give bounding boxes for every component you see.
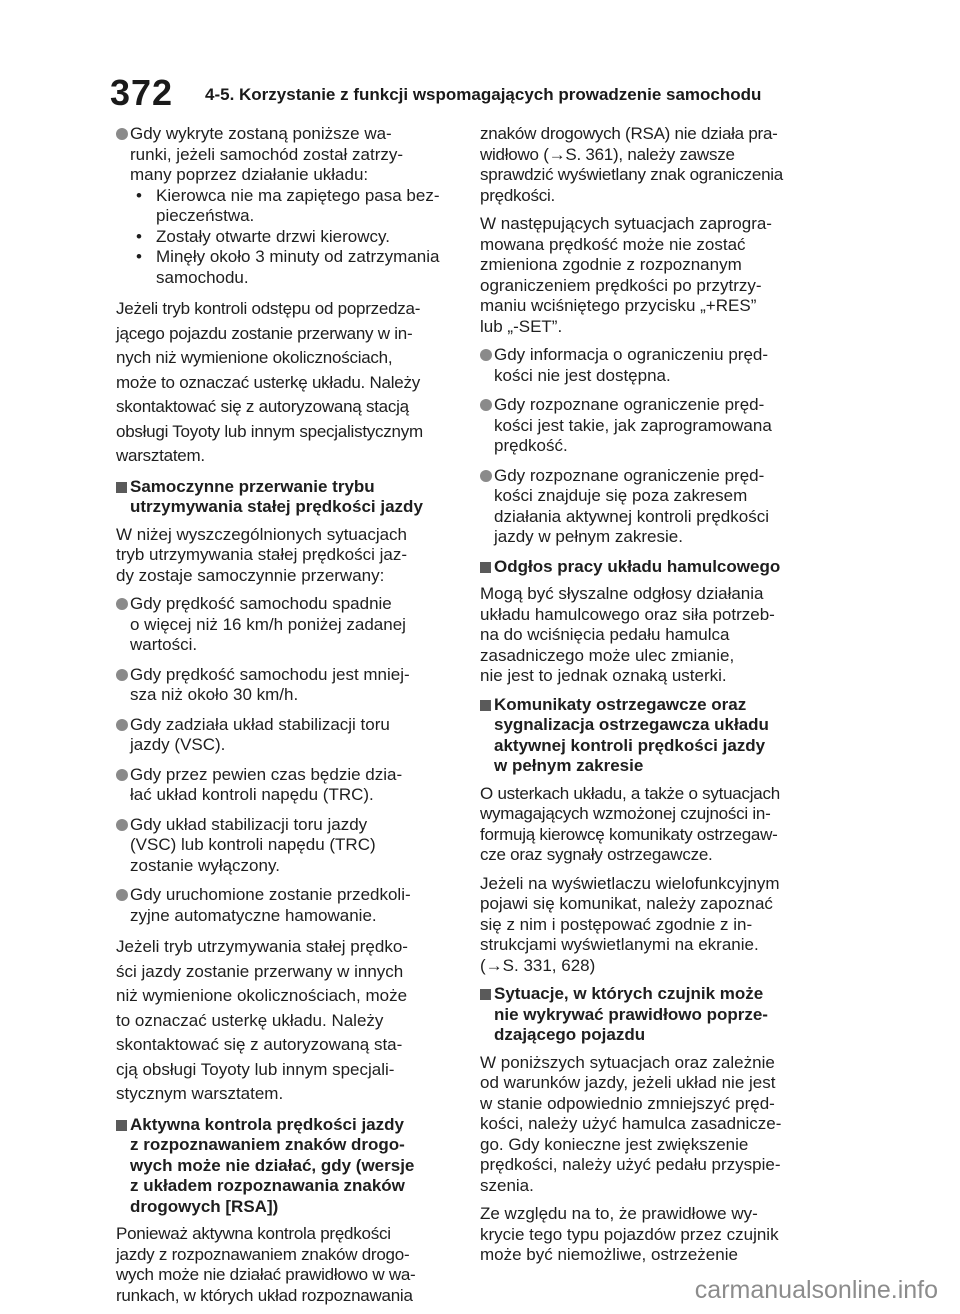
- paragraph: W niżej wyszczególnionych sytuacjach tryb utrzymywania stałej prędkości jaz- dy zostaje samoczynnie przerwany:: [116, 524, 408, 585]
- heading-text: Komunikaty ostrzegawcze oraz sygnalizacja ostrzegawcza układu aktywnej kontroli prędkości jazdy w pełnym zakresie: [494, 694, 769, 775]
- square-bullet-icon: [480, 700, 491, 711]
- bullet-item: [116, 715, 456, 756]
- sub-item-text: Minęły około 3 minuty od zatrzymania samochodu.: [156, 247, 440, 287]
- bullet-text: Gdy układ stabilizacji toru jazdy (VSC) lub kontroli napędu (TRC) zostanie wyłączony.: [130, 814, 376, 875]
- bullet-item: [116, 765, 456, 806]
- heading-text: Samoczynne przerwanie trybu utrzymywania stałej prędkości jazdy: [130, 476, 423, 516]
- paragraph: znaków drogowych (RSA) nie działa pra- widłowo (→S. 361), należy zawsze sprawdzić wyświetlany znak ograniczenia prędkości.: [480, 124, 783, 205]
- paragraph: Jeżeli tryb utrzymywania stałej prędko- ści jazdy zostanie przerwany w innych niż wymienione okolicznościach, może to oznaczać usterkę układu. Należy skontaktować się z autoryzowaną sta- cją obsługi Toyoty lub innym specjali- stycznym warsztatem.: [116, 937, 408, 1103]
- page-header: [110, 70, 830, 120]
- right-column: [480, 124, 820, 1274]
- bullet-item: [116, 885, 456, 926]
- bullet-dot-icon: [116, 598, 128, 610]
- paragraph: W następujących sytuacjach zaprogra- mowana prędkość może nie zostać zmieniona zgodnie z rozpoznanym ograniczeniem prędkości po przytrzy- maniu wciśniętego przycisku „+RES” lub „-SET”.: [480, 214, 772, 336]
- bullet-item: [116, 815, 456, 877]
- sub-bullet-icon: •: [136, 226, 142, 246]
- bullet-text: Gdy zadziała układ stabilizacji toru jazdy (VSC).: [130, 714, 390, 754]
- paragraph: Jeżeli tryb kontroli odstępu od poprzedza- jącego pojazdu zostanie przerwany w in- nych niż wymienione okolicznościach, może to oznaczać usterkę układu. Należy skontaktować się z autoryzowaną stacją obsługi Toyoty lub innym specjalistycznym warsztatem.: [116, 299, 423, 465]
- bullet-item: [480, 466, 820, 548]
- section-heading: [116, 1115, 456, 1218]
- bullet-item: [480, 345, 820, 386]
- bullet-dot-icon: [116, 719, 128, 731]
- bullet-item: [116, 124, 456, 288]
- bullet-dot-icon: [480, 349, 492, 361]
- section-heading: [480, 695, 820, 777]
- square-bullet-icon: [116, 1120, 127, 1131]
- bullet-dot-icon: [116, 669, 128, 681]
- paragraph: Ponieważ aktywna kontrola prędkości jazdy z rozpoznawaniem znaków drogo- wych może nie działać prawidłowo w wa- runkach, w których układ rozpoznawania: [116, 1224, 416, 1305]
- heading-text: Sytuacje, w których czujnik może nie wykrywać prawidłowo poprze- dzającego pojazdu: [494, 984, 768, 1044]
- square-bullet-icon: [480, 989, 491, 1000]
- bullet-dot-icon: [116, 128, 128, 140]
- square-bullet-icon: [480, 562, 491, 573]
- paragraph: W poniższych sytuacjach oraz zależnie od warunków jazdy, jeżeli układ nie jest w stanie odpowiednio zmniejszyć pręd- kości, należy użyć hamulca zasadnicze- go. Gdy konieczne jest zwiększenie prędkości, należy użyć pedału przyspie- szenia.: [480, 1052, 782, 1195]
- bullet-text: Gdy uruchomione zostanie przedkoli- zyjne automatyczne hamowanie.: [130, 885, 411, 925]
- heading-text: Odgłos pracy układu hamulcowego: [494, 556, 781, 576]
- section-title: 4-5. Korzystanie z funkcji wspomagających prowadzenie samochodu: [205, 85, 762, 104]
- watermark: carmanualsonline.info: [694, 1276, 938, 1304]
- paragraph: Jeżeli na wyświetlaczu wielofunkcyjnym pojawi się komunikat, należy zapoznać się z nim i postępować zgodnie z in- strukcjami wyświetlanymi na ekranie. (→S. 331, 628): [480, 873, 780, 975]
- bullet-dot-icon: [480, 399, 492, 411]
- sub-item-text: Kierowca nie ma zapiętego pasa bez- pieczeństwa.: [156, 185, 440, 225]
- paragraph: Mogą być słyszalne odgłosy działania układu hamulcowego oraz siła potrzeb- na do wciśnięcia pedału hamulca zasadniczego może ulec zmianie, nie jest to jednak oznaką usterki.: [480, 584, 775, 685]
- bullet-text: Gdy prędkość samochodu spadnie o więcej niż 16 km/h poniżej zadanej wartości.: [130, 594, 406, 654]
- bullet-item: [116, 665, 456, 706]
- bullet-text: Gdy przez pewien czas będzie dzia- łać układ kontroli napędu (TRC).: [130, 764, 403, 804]
- bullet-text: Gdy rozpoznane ograniczenie pręd- kości jest takie, jak zaprogramowana prędkość.: [494, 395, 772, 455]
- section-heading: [116, 477, 456, 518]
- sub-item: [130, 186, 456, 227]
- paragraph: Ze względu na to, że prawidłowe wy- krycie tego typu pojazdów przez czujnik może być niemożliwe, ostrzeżenie: [480, 1204, 779, 1264]
- sub-item-text: Zostały otwarte drzwi kierowcy.: [156, 226, 390, 246]
- bullet-dot-icon: [116, 819, 128, 831]
- bullet-text: Gdy wykryte zostaną poniższe wa- runki, jeżeli samochód został zatrzy- many poprzez działanie układu:: [130, 124, 404, 184]
- sub-bullet-icon: •: [136, 185, 142, 205]
- bullet-dot-icon: [116, 889, 128, 901]
- bullet-item: [116, 594, 456, 656]
- bullet-item: [480, 395, 820, 457]
- heading-text: Aktywna kontrola prędkości jazdy z rozpoznawaniem znaków drogo- wych może nie działać, gdy (wersje z układem rozpoznawania znaków drogowych [RSA]): [130, 1114, 415, 1216]
- section-heading: [480, 984, 820, 1046]
- bullet-dot-icon: [480, 470, 492, 482]
- paragraph: O usterkach układu, a także o sytuacjach wymagających wzmożonej czujności in- formują kierowcę komunikaty ostrzegaw- cze oraz sygnały ostrzegawcze.: [480, 783, 780, 864]
- bullet-dot-icon: [116, 769, 128, 781]
- sub-item: [130, 227, 456, 248]
- section-heading: [480, 557, 820, 578]
- page-number: 372: [110, 72, 174, 113]
- bullet-text: Gdy prędkość samochodu jest mniej- sza niż około 30 km/h.: [130, 664, 410, 704]
- square-bullet-icon: [116, 482, 127, 493]
- left-column: [116, 124, 456, 1314]
- sub-bullet-icon: •: [136, 247, 142, 266]
- bullet-text: Gdy informacja o ograniczeniu pręd- kości nie jest dostępna.: [494, 345, 769, 385]
- sub-item: [130, 247, 456, 288]
- bullet-text: Gdy rozpoznane ograniczenie pręd- kości znajduje się poza zakresem działania aktywnej kontroli prędkości jazdy w pełnym zakresie.: [494, 465, 769, 546]
